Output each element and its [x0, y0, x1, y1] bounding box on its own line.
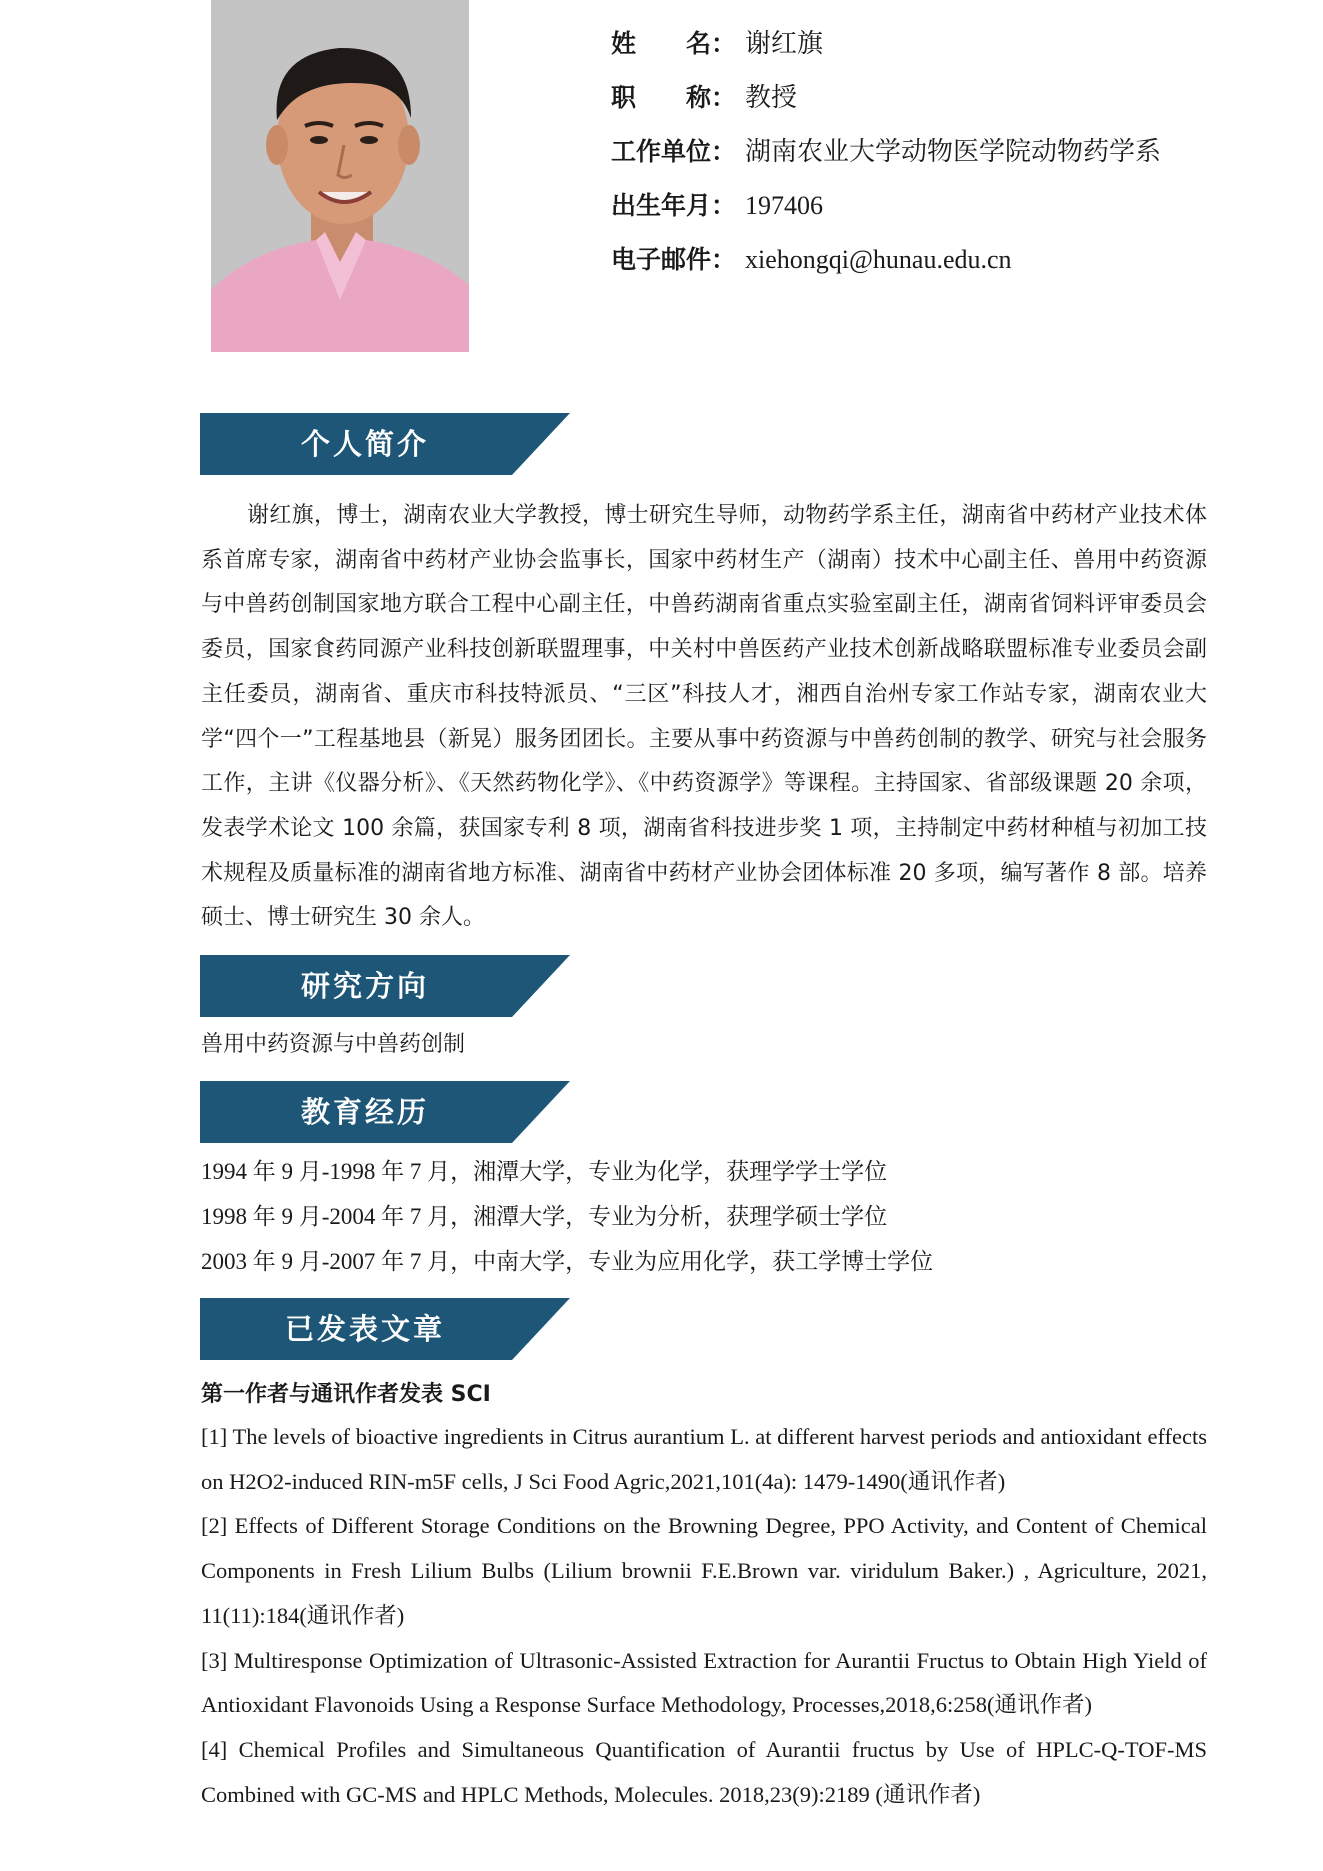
- education-item: 1998 年 9 月-2004 年 7 月，湘潭大学，专业为分析，获理学硕士学位: [201, 1204, 888, 1229]
- email-label: 电子邮件：: [611, 245, 737, 274]
- info-row-workplace: [611, 130, 1161, 184]
- publication-item: [3] Multiresponse Optimization of Ultrasonic-Assisted Extraction for Aurantii Fructus to Obtain High Yield of Antioxidant Flavonoids Using a Response Surface Methodology, Processes,2018,6:258(通讯作者): [201, 1647, 1207, 1718]
- profile-info: [611, 22, 1161, 292]
- section-title-intro: 个人简介: [300, 427, 429, 461]
- intro-paragraph: 谢红旗，博士，湖南农业大学教授，博士研究生导师，动物药学系主任，湖南省中药材产业技术体系首席专家，湖南省中药材产业协会监事长，国家中药材生产（湖南）技术中心副主任、兽用中药资源与中兽药创制国家地方联合工程中心副主任，中兽药湖南省重点实验室副主任，湖南省饲料评审委员会委员，国家食药同源产业科技创新联盟理事，中关村中兽医药产业技术创新战略联盟标准专业委员会副主任委员，湖南省、重庆市科技特派员、“三区”科技人才，湘西自治州专家工作站专家，湖南农业大学“四个一”工程基地县（新晃）服务团团长。主要从事中药资源与中兽药创制的教学、研究与社会服务工作，主讲《仪器分析》、《天然药物化学》、《中药资源学》等课程。主持国家、省部级课题 20 余项，发表学术论文 100 余篇，获国家专利 8 项，湖南省科技进步奖 1 项，主持制定中药材种植与初加工技术规程及质量标准的湖南省地方标准、湖南省中药材产业协会团体标准 20 多项，编写著作 8 部。培养硕士、博士研究生 30 余人。: [201, 503, 1207, 931]
- title-value: 教授: [745, 83, 798, 113]
- education-item: 1994 年 9 月-1998 年 7 月，湘潭大学，专业为化学，获理学学士学位: [201, 1159, 888, 1184]
- research-text: 兽用中药资源与中兽药创制: [201, 1032, 466, 1057]
- info-row-title: [611, 76, 1161, 130]
- publication-list: [201, 1415, 1207, 1817]
- publication-item: [2] Effects of Different Storage Conditions on the Browning Degree, PPO Activity, and Content of Chemical Components in Fresh Lilium Bulbs (Lilium brownii F.E.Brown var. viridulum Baker.) , Agriculture, 2021, 11(11):184(通讯作者): [201, 1513, 1207, 1628]
- workplace-label: 工作单位：: [611, 137, 737, 166]
- section-title-education: 教育经历: [300, 1095, 429, 1129]
- section-banner-research: [200, 955, 570, 1017]
- portrait-illustration: [211, 0, 469, 352]
- education-item: 2003 年 9 月-2007 年 7 月，中南大学，专业为应用化学，获工学博士学位: [201, 1249, 934, 1274]
- birth-label: 出生年月：: [611, 191, 737, 220]
- info-row-birth: [611, 184, 1161, 238]
- profile-photo: [211, 0, 469, 352]
- section-banner-education: [200, 1081, 570, 1143]
- info-row-email: [611, 238, 1161, 292]
- publication-item: [4] Chemical Profiles and Simultaneous Quantification of Aurantii fructus by Use of HPLC-Q-TOF-MS Combined with GC-MS and HPLC Methods, Molecules. 2018,23(9):2189 (通讯作者): [201, 1736, 1207, 1807]
- section-banner-intro: [200, 413, 570, 475]
- section-title-research: 研究方向: [300, 969, 429, 1003]
- email-value[interactable]: xiehongqi@hunau.edu.cn: [745, 245, 1012, 274]
- info-row-name: [611, 22, 1161, 76]
- publication-item: [1] The levels of bioactive ingredients in Citrus aurantium L. at different harvest periods and antioxidant effects on H2O2-induced RIN-m5F cells, J Sci Food Agric,2021,101(4a): 1479-1490(通讯作者): [201, 1424, 1207, 1494]
- workplace-value: 湖南农业大学动物医学院动物药学系: [745, 137, 1162, 167]
- name-value: 谢红旗: [745, 29, 824, 59]
- section-banner-publications: [200, 1298, 570, 1360]
- publications-subtitle: 第一作者与通讯作者发表 SCI: [201, 1382, 491, 1407]
- section-title-publications: 已发表文章: [284, 1312, 445, 1346]
- title-label: 职 称：: [611, 83, 737, 112]
- name-label: 姓 名：: [611, 29, 737, 58]
- birth-value: 197406: [745, 191, 823, 220]
